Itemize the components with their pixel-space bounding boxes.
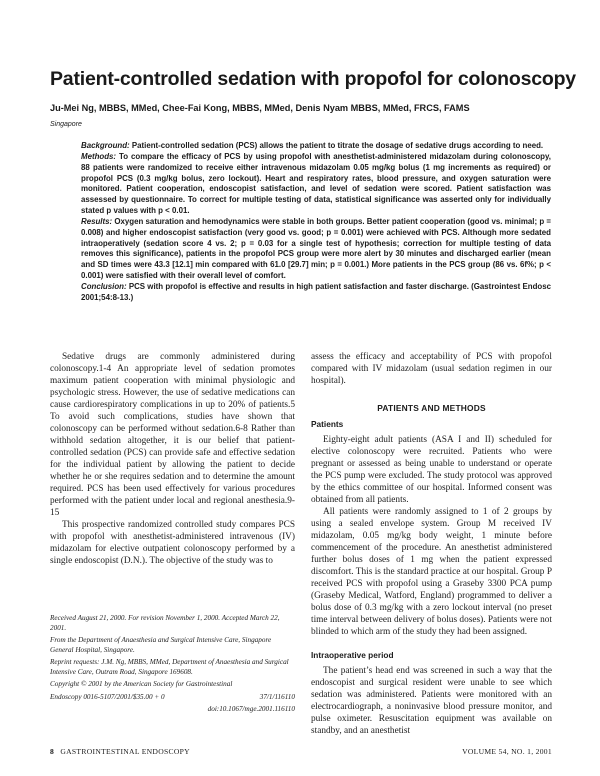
abstract-methods <box>81 152 551 217</box>
author-list: Ju-Mei Ng, MBBS, MMed, Chee-Fai Kong, MBBS, MMed, Denis Nyam MBBS, MMed, FRCS, FAMS <box>50 103 470 113</box>
article-title: Patient-controlled sedation with propofol for colonoscopy <box>50 68 576 90</box>
methods-text: To compare the efficacy of PCS by using propofol with anesthetist-administered midazolam during colonoscopy, 88 patients were randomized to receive either intravenous midazolam 0.05 mg/kg bolus (1 mg increments as required) or propofol PCS (0.3 mg/kg bolus, zero lockout). Heart and respiratory rates, blood pressure, and oxygen saturation were monitored. Patient cooperation, endoscopist satisfaction, and level of sedation were scored. Patient satisfaction was assessed by questionnaire. To correct for multiple testing of data, statistical significance was asserted only for individually stated p values with p < 0.01. <box>81 151 551 216</box>
right-column <box>311 351 552 737</box>
patients-paragraph-1: Eighty-eight adult patients (ASA I and II) scheduled for elective colonoscopy were recruited. Patients who were pregnant or assessed as being unable to understand or operate the PCS pump were excluded. The study protocol was approved by the ethics committee of our hospital. Informed consent was obtained from all patients. <box>311 435 552 505</box>
footnotes <box>50 614 295 718</box>
background-text: Patient-controlled sedation (PCS) allows the patient to titrate the dosage of sedative drugs according to need. <box>129 141 544 150</box>
intro-paragraph-1: Sedative drugs are commonly administered during colonoscopy.1-4 An appropriate level of sedation promotes maximum patient cooperation with minimal physiologic and psychologic stress. However, the use of sedative medications can cause cardiorespiratory complications in up to 20% of patients.5 To avoid such complications, studies have shown that colonoscopy can be performed without sedation.6-8 Rather than withhold sedation altogether, it is our belief that patient-controlled sedation (PCS) can provide safe and effective sedation for the individual patient by allowing the patient to decide whether he or she requires sedation and to determine the amount required. PCS has been used effectively for various procedures performed with the patient under local and regional anesthesia.9-15 <box>50 352 295 518</box>
copyright-line: Copyright © 2001 by the American Society for Gastrointestinal <box>50 680 233 688</box>
section-heading: PATIENTS AND METHODS <box>377 403 486 413</box>
intro-paragraph-3: assess the efficacy and acceptability of PCS with propofol compared with IV midazolam (usual sedation regimen in our hospital). <box>311 352 552 386</box>
journal-name: GASTROINTESTINAL ENDOSCOPY <box>60 747 190 756</box>
page-number: 8 <box>50 747 55 756</box>
affiliation: Singapore <box>50 121 82 128</box>
methods-label: Methods: <box>81 151 117 161</box>
results-text: Oxygen saturation and hemodynamics were stable in both groups. Better patient cooperation (good vs. minimal; p = 0.008) and higher endoscopist satisfaction (very good vs. good; p = 0.001) were achieved with PCS. Although more sedated intraoperatively (sedation score 4 vs. 2; p = 0.03 for a single test of hypothesis; correction for multiple testing of data removes this significance), patients in the propofol PCS group were more alert by 30 minutes and discharged earlier (mean and SD times were 43.3 [12.1] min compared with 61.0 [29.7] min; p = 0.001.) More patients in the PCS group (86 vs. 6f%; p < 0.001) were satisfied with their overall level of comfort. <box>81 216 551 281</box>
footer-left <box>50 747 190 756</box>
conclusion-label: Conclusion: <box>81 281 127 291</box>
abstract-results <box>81 217 551 282</box>
results-label: Results: <box>81 216 113 226</box>
patients-paragraph-2: All patients were randomly assigned to 1 of 2 groups by using a sealed envelope system. Group M received IV midazolam, 0.05 mg/kg body weight, 1 minute before commencement of the procedure. An anesthetist administered further bolus doses of 1 mg when the patient expressed discomfort. This is the standard practice at our hospital. Group P received PCS with propofol using a Graseby 3300 PCA pump (Graseby Medical, Watford, England) programmed to deliver a bolus dose of 0.3 mg/kg with a zero lockout interval (no preset time interval between delivery of bolus doses). Patients were not blinded to which arm of the study they had been assigned. <box>311 507 552 637</box>
footnote-from: From the Department of Anaesthesia and Surgical Intensive Care, Singapore General Hospital, Singapore. <box>50 636 272 654</box>
footnote-received: Received August 21, 2000. For revision November 1, 2000. Accepted March 22, 2001. <box>50 614 280 632</box>
subsection-heading-patients: Patients <box>311 419 344 429</box>
conclusion-text: PCS with propofol is effective and results in high patient satisfaction and faster discharge. (Gastrointest Endosc 2001;54:8-13.) <box>81 281 551 302</box>
copyright-detail <box>50 693 295 703</box>
subsection-heading-intraoperative: Intraoperative period <box>311 650 394 660</box>
abstract <box>81 141 551 304</box>
footnote-reprint: Reprint requests: J.M. Ng, MBBS, MMed, Department of Anaesthesia and Surgical Intensive Care, Outram Road, Singapore 169608. <box>50 658 289 676</box>
abstract-background <box>81 141 551 152</box>
doi: doi:10.1067/mge.2001.116110 <box>207 705 295 713</box>
footer-volume: VOLUME 54, NO. 1, 2001 <box>462 747 552 756</box>
footnote-copyright <box>50 680 295 715</box>
left-column <box>50 351 295 567</box>
issn-code: 37/1/116110 <box>259 692 295 701</box>
endoscopy-line: Endoscopy 0016-5107/2001/$35.00 + 0 <box>50 692 165 701</box>
abstract-conclusion <box>81 282 551 304</box>
intraoperative-paragraph-1: The patient’s head end was screened in such a way that the endoscopist and surgical resident were unable to see which sedation was administered. Patients were monitored with an electrocardiograph, a noninvasive blood pressure monitor, and pulse oximeter. Resuscitation equipment was available on standby, and an anesthetist <box>311 666 552 736</box>
background-label: Background: <box>81 141 130 150</box>
intro-paragraph-2: This prospective randomized controlled study compares PCS with propofol with anesthetist-administered intravenous (IV) midazolam for elective outpatient colonoscopy performed by a single endoscopist (D.N.). The objective of the study was to <box>50 520 295 566</box>
